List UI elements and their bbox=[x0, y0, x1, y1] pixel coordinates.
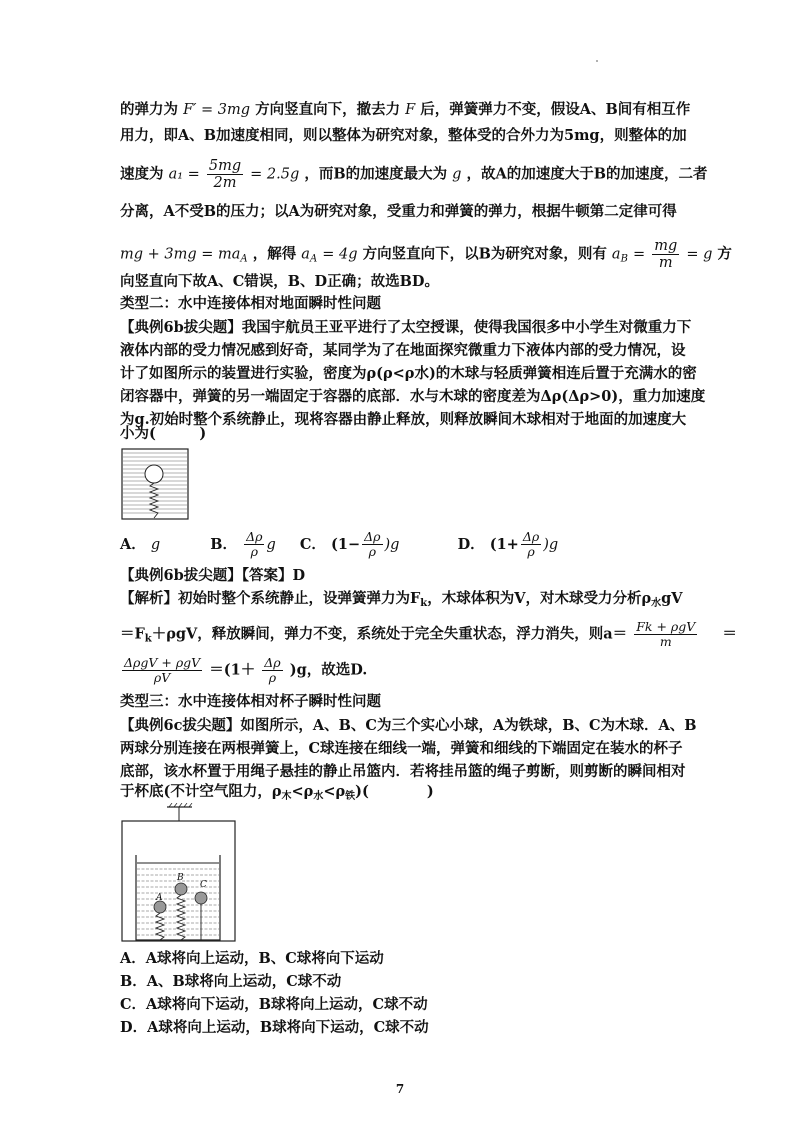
ball-label-c: C bbox=[200, 880, 207, 890]
type3-question-line-1: 【典例6c拔尖题】如图所示，A、B、C为三个实心小球，A为铁球，B、C为木球．A、B bbox=[120, 717, 697, 734]
page-number: 7 bbox=[395, 1082, 405, 1096]
solution-line-2: 用力，即A、B加速度相同，则以整体为研究对象，整体受的合外力为5mg，则整体的加 bbox=[120, 127, 687, 144]
type2-solution-line-1: 【解析】初始时整个系统静止，设弹簧弹力为$F_k$，木球体积为V，对木球受力分析$\rho_水gV$ bbox=[120, 590, 683, 609]
type2-heading: 类型二：水中连接体相对地面瞬时性问题 bbox=[120, 295, 381, 312]
type3-option-b[interactable]: B．A、B球将向上运动，C球不动 bbox=[120, 973, 342, 990]
option-d[interactable]: D． (1+ $\frac{\Delta\rho}{\rho}$ )g bbox=[457, 529, 559, 559]
type3-option-c[interactable]: C．A球将向下运动，B球将向上运动，C球不动 bbox=[120, 996, 428, 1013]
option-a[interactable]: A． g bbox=[120, 535, 161, 553]
type3-question-line-2: 两球分别连接在两根弹簧上，C球连接在细线一端，弹簧和细线的下端固定在装水的杯子 bbox=[120, 740, 683, 757]
type2-question-line-5: 为g.初始时整个系统静止，现将容器由静止释放，则释放瞬间木球相对于地面的加速度大 bbox=[120, 411, 687, 428]
type2-question-line-1: 【典例6b拔尖题】我国宇航员王亚平进行了太空授课，使得我国很多中小学生对微重力下 bbox=[120, 319, 692, 336]
solution-line-1: 的弹力为 F′ = 3mg 方向竖直向下，撤去力 F 后，弹簧弹力不变，假设A、B间有相互作 bbox=[120, 101, 691, 118]
fraction-5mg-2m: $\frac{5mg}{2m}$ bbox=[208, 158, 242, 191]
type3-option-a[interactable]: A．A球将向上运动，B、C球将向下运动 bbox=[120, 950, 384, 967]
type3-heading: 类型三：水中连接体相对杯子瞬时性问题 bbox=[120, 693, 381, 710]
option-b[interactable]: B． $\frac{\Delta\rho}{\rho}$ g bbox=[210, 529, 276, 559]
type2-question-line-6: 小为( ) bbox=[120, 425, 207, 442]
margin-dot bbox=[596, 60, 598, 62]
type3-question-line-3: 底部，该水杯置于用绳子悬挂的静止吊篮内．若将挂吊篮的绳子剪断，则剪断的瞬间相对 bbox=[120, 763, 686, 780]
type3-option-d[interactable]: D．A球将向上运动，B球将向下运动，C球不动 bbox=[120, 1019, 429, 1036]
solution-line-3: 速度为 a₁ = $\frac{5mg}{2m}$ = 2.5g ，而B的加速度最大为 g ，故A的加速度大于B的加速度，二者 bbox=[120, 158, 708, 191]
type3-question-line-4: 于杯底(不计空气阻力，$\rho_木<\rho_水<\rho_铁$)( ) bbox=[120, 783, 434, 802]
type2-solution-line-2: $=F_k+\rho gV$，释放瞬间，弹力不变，系统处于完全失重状态，浮力消失，则a＝ $\frac{\text{Fk + ρgV}}{m}$ ＝ bbox=[120, 619, 737, 649]
type2-question-line-4: 闭容器中，弹簧的另一端固定于容器的底部．水与木球的密度差为Δρ(Δρ>0)，重力加速度 bbox=[120, 388, 706, 405]
option-c[interactable]: C． (1− $\frac{\Delta\rho}{\rho}$ )g bbox=[299, 529, 400, 559]
solution-line-5: mg + $3mg = ma_A$ ，解得 $a_A = 4g$ 方向竖直向下，以B为研究对象，则有 $a_B$ = $\frac{mg}{m}$ = g 方 bbox=[120, 238, 732, 271]
ball-label-b: B bbox=[177, 873, 184, 883]
type2-question-line-2: 液体内部的受力情况感到好奇，某同学为了在地面探究微重力下液体内部的受力情况，设 bbox=[120, 342, 686, 359]
sealed-container-figure bbox=[121, 448, 189, 520]
type2-options bbox=[120, 530, 690, 559]
type2-question-line-3: 计了如图所示的装置进行实验，密度为ρ(ρ<ρ水)的木球与轻质弹簧相连后置于充满水的密 bbox=[120, 365, 697, 382]
fraction-mg-m: $\frac{mg}{m}$ bbox=[654, 238, 678, 271]
type2-solution-line-3: $\frac{\text{ΔρgV + ρgV}}{\rho V}$ ＝(1＋ $\frac{\Delta\rho}{\rho}$ )g，故选D. bbox=[124, 655, 368, 685]
type2-answer: 【典例6b拔尖题】【答案】D bbox=[120, 567, 306, 584]
solution-line-6: 向竖直向下故A、C错误，B、D正确；故选BD。 bbox=[120, 273, 439, 290]
solution-line-4: 分离，A不受B的压力；以A为研究对象，受重力和弹簧的弹力，根据牛顿第二定律可得 bbox=[120, 203, 677, 220]
ball-label-a: A bbox=[156, 893, 163, 903]
